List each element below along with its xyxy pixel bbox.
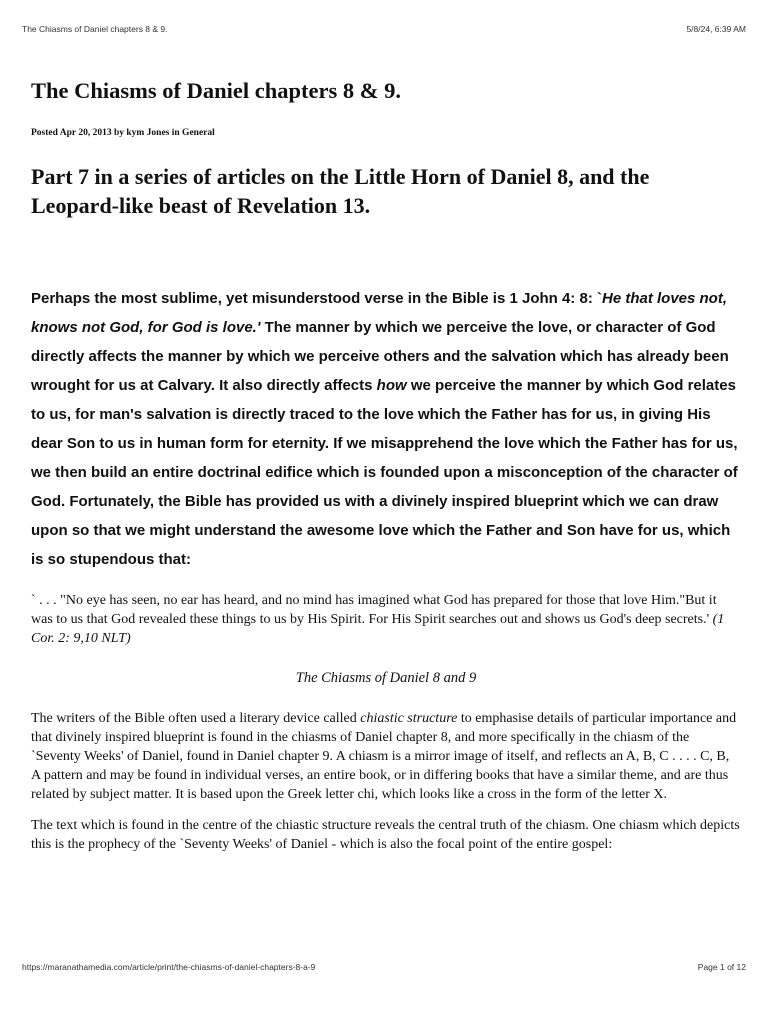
scripture-reference: (1 Cor. 2: 9,10 NLT) [31, 612, 725, 646]
print-header-title: The Chiasms of Daniel chapters 8 & 9. [22, 24, 168, 34]
article-subtitle: Part 7 in a series of articles on the Little Horn of Daniel 8, and the Leopard-like beast of Revelation 13. [31, 164, 650, 218]
lead-text-2: The manner by which we perceive the love, or character of God directly affects the manner by which we perceive others and the salvation which has already been wrought for us at Calvary. It also directly affects [31, 319, 729, 394]
scripture-quote [31, 591, 741, 648]
footer-url-link[interactable]: https://maranathamedia.com/article/print/the-chiasms-of-daniel-chapters-8-a-9 [22, 962, 316, 972]
lead-text-3: we perceive the manner by which God relates to us, for man's salvation is directly traced to the love which the Father has for us, in giving His dear Son to us in human form for eternity. If we misapprehend the love which the Father has for us, we then build an entire doctrinal edifice which is founded upon a misconception of the character of God. Fortunately, the Bible has provided us with a divinely inspired blueprint which we can draw upon so that we might understand the awesome love which the Father and Son have for us, which is so stupendous that: [31, 377, 738, 568]
body-paragraph-2: The text which is found in the centre of the chiastic structure reveals the central truth of the chiasm. One chiasm which depicts this is the prophecy of the `Seventy Weeks' of Daniel - which is also the focal point of the entire gospel: [31, 818, 740, 852]
lead-paragraph [31, 284, 741, 574]
print-footer [22, 962, 746, 972]
post-meta: Posted Apr 20, 2013 by kym Jones in General [31, 128, 215, 138]
lead-text-1: Perhaps the most sublime, yet misunderstood verse in the Bible is 1 John 4: 8: ` [31, 290, 602, 307]
scripture-text: ` . . . "No eye has seen, no ear has heard, and no mind has imagined what God has prepared for those that love Him."But it was to us that God revealed these things to us by His Spirit. For His Spirit searches out and shows us God's deep secrets.' [31, 593, 717, 627]
para1-text-b: to emphasise details of particular importance and that divinely inspired blueprint is found in the chiasms of Daniel chapter 8, and more specifically in the chiasm of the `Seventy Weeks' of Daniel, found in Daniel chapter 9. A chiasm is a mirror image of itself, and reflects an A, B, C . . . . C, B, A pattern and may be found in individual verses, an entire book, or in differing books that have a similar theme, and are thus related by subject matter. It is based upon the Greek letter chi, which looks like a cross in the form of the letter X. [31, 711, 737, 802]
lead-how: how [376, 377, 407, 394]
print-header-timestamp: 5/8/24, 6:39 AM [686, 24, 746, 34]
print-header [22, 24, 746, 34]
article [31, 76, 741, 854]
lead-quote: He that loves not, knows not God, for God is love.' [31, 290, 728, 336]
page-number: Page 1 of 12 [697, 962, 746, 972]
section-title: The Chiasms of Daniel 8 and 9 [295, 670, 477, 686]
para1-italic: chiastic structure [360, 711, 458, 726]
page-title: The Chiasms of Daniel chapters 8 & 9. [31, 78, 401, 103]
body-paragraph [31, 709, 741, 804]
para1-text-a: The writers of the Bible often used a literary device called [31, 711, 361, 726]
